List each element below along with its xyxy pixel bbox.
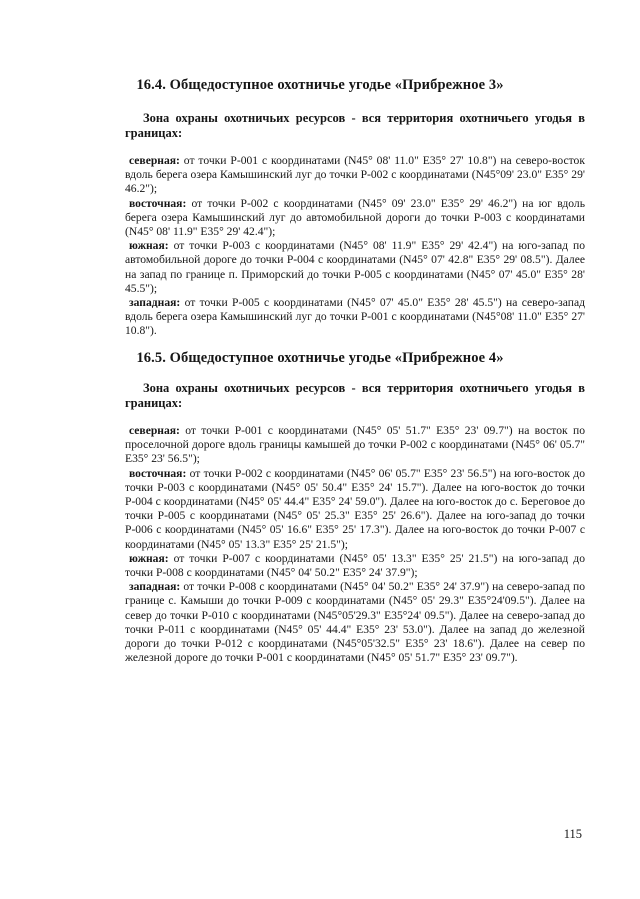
boundary-text: от точки Р-008 с координатами (N45° 04' 50.2" E35° 24' 37.9") на северо-запад по границе с. Камыши до точки Р-009 с координатами (N45° 05' 29.3" E35°24'09.5"). Далее на север до точки Р-010 с координатами (N45°05'29.3" E35°24' 09.5"). Далее на северо-запад до точки Р-011 с координатами (N45° 05' 44.4" E35° 23' 53.0"). Далее на запад до железной дороги до точки Р-012 с координатами (N45°05'32.5" E35° 23' 18.6"). Далее на север по железной дороге до точки Р-001 с координатами (N45° 05' 51.7" E35° 23' 09.7"). xyxy=(125,580,585,665)
section-title-16-5: 16.5. Общедоступное охотничье угодье «Прибрежное 4» xyxy=(136,350,504,366)
boundary-north xyxy=(125,154,585,197)
boundary-east xyxy=(125,467,585,552)
boundary-west xyxy=(125,296,585,339)
boundary-label: северная: xyxy=(129,154,180,167)
boundary-label: южная: xyxy=(129,551,169,565)
zone-text: Зона охраны охотничьих ресурсов - вся территория охотничьего угодья в границах: xyxy=(125,111,585,140)
section-title-16-4: 16.4. Общедоступное охотничье угодье «Прибрежное 3» xyxy=(136,77,504,93)
boundary-text: от точки Р-001 с координатами (N45° 08' 11.0" E35° 27' 10.8") на северо-восток вдоль берега озера Камышинский луг до точки Р-002 с координатами (N45°09' 23.0" E35° 29' 46.2"); xyxy=(125,154,585,196)
boundaries-16-5 xyxy=(125,424,585,665)
boundary-west xyxy=(125,580,585,665)
boundary-east xyxy=(125,197,585,240)
boundary-label: восточная: xyxy=(129,196,187,210)
boundary-text: от точки Р-002 с координатами (N45° 06' 05.7" E35° 23' 56.5") на юго-восток до точки Р-003 с координатами (N45° 05' 50.4" E35° 24' 15.7"). Далее на юго-восток до точки Р-004 с координатами (N45° 05' 44.4" E35° 24' 59.0"). Далее на юго-восток до с. Береговое до точки Р-005 с координатами (N45° 05' 25.3" E35° 25' 26.6"). Далее на юго-запад до точки Р-006 с координатами (N45° 05' 16.6" E35° 25' 17.3"). Далее на юго-восток до точки Р-007 с координатами (N45° 05' 13.3" E35° 25' 21.5"); xyxy=(125,466,585,551)
boundary-label: западная: xyxy=(129,580,181,594)
boundary-label: западная: xyxy=(129,296,181,310)
boundary-label: южная: xyxy=(129,239,169,253)
zone-statement-16-5 xyxy=(125,381,585,411)
boundary-text: от точки Р-007 с координатами (N45° 05' 13.3" E35° 25' 21.5") на юго-запад до точки Р-008 с координатами (N45° 04' 50.2" E35° 24' 37.9"); xyxy=(125,551,585,580)
page-number: 115 xyxy=(563,827,582,841)
boundary-south xyxy=(125,239,585,296)
boundary-text: от точки Р-002 с координатами (N45° 09' 23.0" E35° 29' 46.2") на юг вдоль берега озера Камышинский луг до автомобильной дороги до точки Р-003 с координатами (N45° 08' 11.9" E35° 29' 42.4"); xyxy=(125,196,585,239)
boundary-text: от точки Р-001 с координатами (N45° 05' 51.7" E35° 23' 09.7") на восток по проселочной дороге вдоль границы камышей до точки Р-002 с координатами (N45° 06' 05.7" E35° 23' 56.5"); xyxy=(125,424,585,466)
boundary-north xyxy=(125,424,585,467)
boundary-label: северная: xyxy=(129,424,180,437)
boundary-label: восточная: xyxy=(129,466,187,480)
zone-statement-16-4 xyxy=(125,111,585,141)
boundary-south xyxy=(125,552,585,580)
boundary-text: от точки Р-003 с координатами (N45° 08' 11.9" E35° 29' 42.4") на юго-запад по автомобильной дороге до точки Р-004 с координатами (N45° 07' 42.8" E35° 29' 08.5"). Далее на запад по границе п. Приморский до точки Р-005 с координатами (N45° 07' 45.0" E35° 28' 45.5"); xyxy=(125,239,585,295)
zone-text: Зона охраны охотничьих ресурсов - вся территория охотничьего угодья в границах: xyxy=(125,381,585,410)
boundary-text: от точки Р-005 с координатами (N45° 07' 45.0" E35° 28' 45.5") на северо-запад вдоль берега озера Камышинский луг до точки Р-001 с координатами (N45°08' 11.0" E35° 27' 10.8"). xyxy=(125,296,585,338)
boundaries-16-4 xyxy=(125,154,585,339)
